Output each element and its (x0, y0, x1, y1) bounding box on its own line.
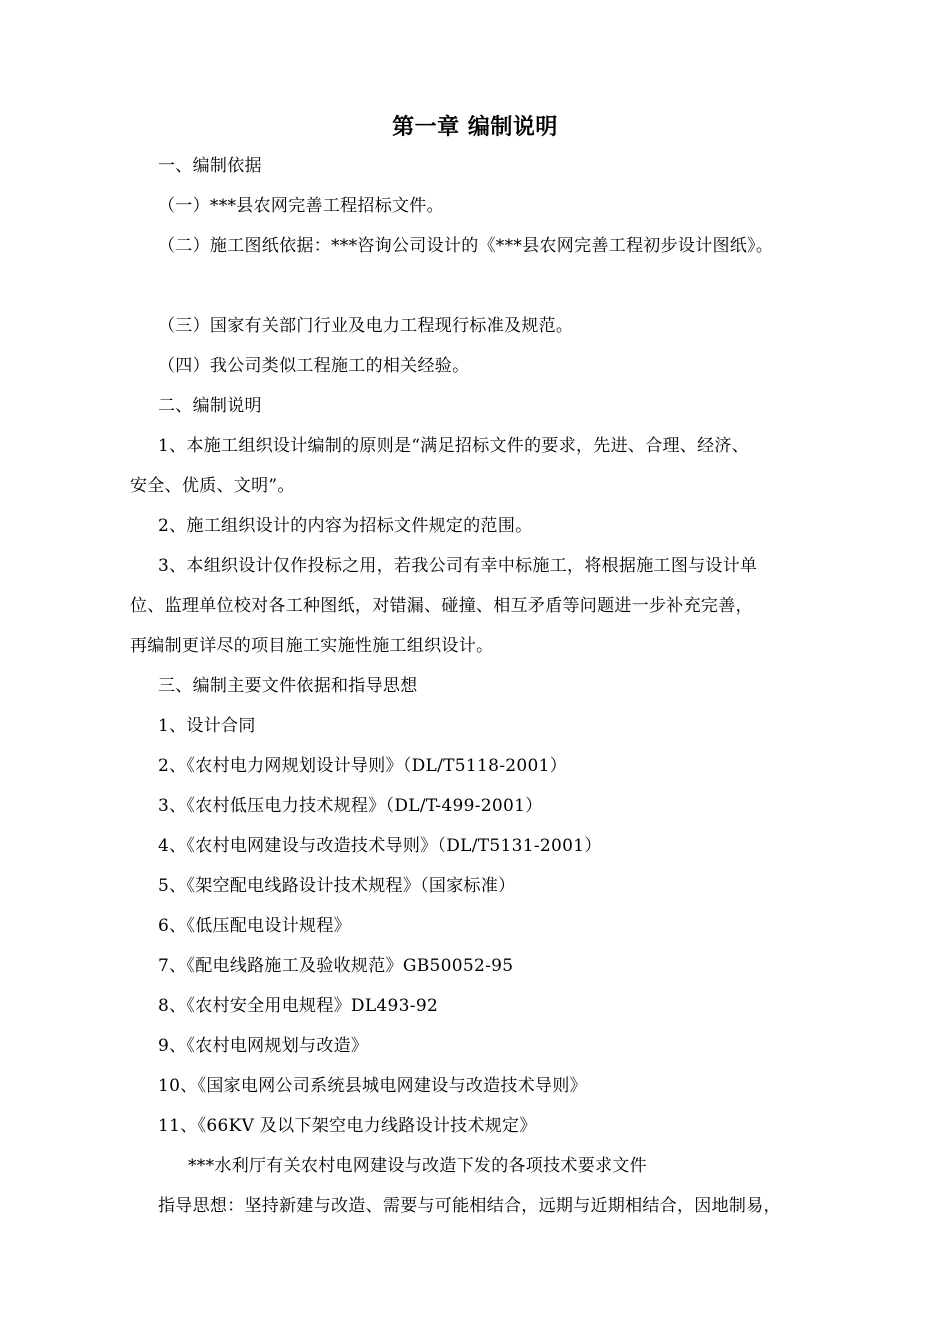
section-heading-basis: 一、编制依据 (158, 156, 262, 176)
basis-item-4: （四）我公司类似工程施工的相关经验。 (158, 356, 470, 376)
description-paragraph-3-cont: 位、监理单位校对各工种图纸，对错漏、碰撞、相互矛盾等问题进一步补充完善， (130, 596, 753, 616)
section-heading-references: 三、编制主要文件依据和指导思想 (158, 676, 418, 696)
reference-item-4: 4、《农村电网建设与改造技术导则》（DL/T5131-2001） (158, 836, 602, 856)
guiding-principle: 指导思想：坚持新建与改造、需要与可能相结合，远期与近期相结合，因地制易， (158, 1196, 781, 1216)
section-heading-description: 二、编制说明 (158, 396, 262, 416)
reference-item-1: 1、设计合同 (158, 716, 256, 736)
reference-item-6: 6、《低压配电设计规程》 (158, 916, 351, 936)
description-paragraph-3: 3、本组织设计仅作投标之用，若我公司有幸中标施工，将根据施工图与设计单 (158, 556, 758, 576)
reference-item-11: 11、《66KV 及以下架空电力线路设计技术规定》 (158, 1116, 537, 1136)
reference-item-3: 3、《农村低压电力技术规程》（DL/T-499-2001） (158, 796, 543, 816)
description-paragraph-2: 2、施工组织设计的内容为招标文件规定的范围。 (158, 516, 533, 536)
basis-item-3: （三）国家有关部门行业及电力工程现行标准及规范。 (158, 316, 574, 336)
reference-item-2: 2、《农村电力网规划设计导则》（DL/T5118-2001） (158, 756, 568, 776)
basis-item-2: （二）施工图纸依据：***咨询公司设计的《***县农网完善工程初步设计图纸》。 (158, 236, 774, 256)
reference-item-5: 5、《架空配电线路设计技术规程》（国家标准） (158, 876, 516, 896)
reference-note: ***水利厅有关农村电网建设与改造下发的各项技术要求文件 (188, 1156, 647, 1176)
reference-item-10: 10、《国家电网公司系统县城电网建设与改造技术导则》 (158, 1076, 587, 1096)
chapter-title: 第一章 编制说明 (392, 115, 558, 140)
reference-item-8: 8、《农村安全用电规程》DL493-92 (158, 996, 439, 1016)
basis-item-1: （一）***县农网完善工程招标文件。 (158, 196, 444, 216)
reference-item-7: 7、《配电线路施工及验收规范》GB50052-95 (158, 956, 514, 976)
description-paragraph-1-cont: 安全、优质、文明”。 (130, 476, 295, 496)
reference-item-9: 9、《农村电网规划与改造》 (158, 1036, 369, 1056)
description-paragraph-3-end: 再编制更详尽的项目施工实施性施工组织设计。 (130, 636, 494, 656)
description-paragraph-1: 1、本施工组织设计编制的原则是“满足招标文件的要求，先进、合理、经济、 (158, 436, 750, 456)
